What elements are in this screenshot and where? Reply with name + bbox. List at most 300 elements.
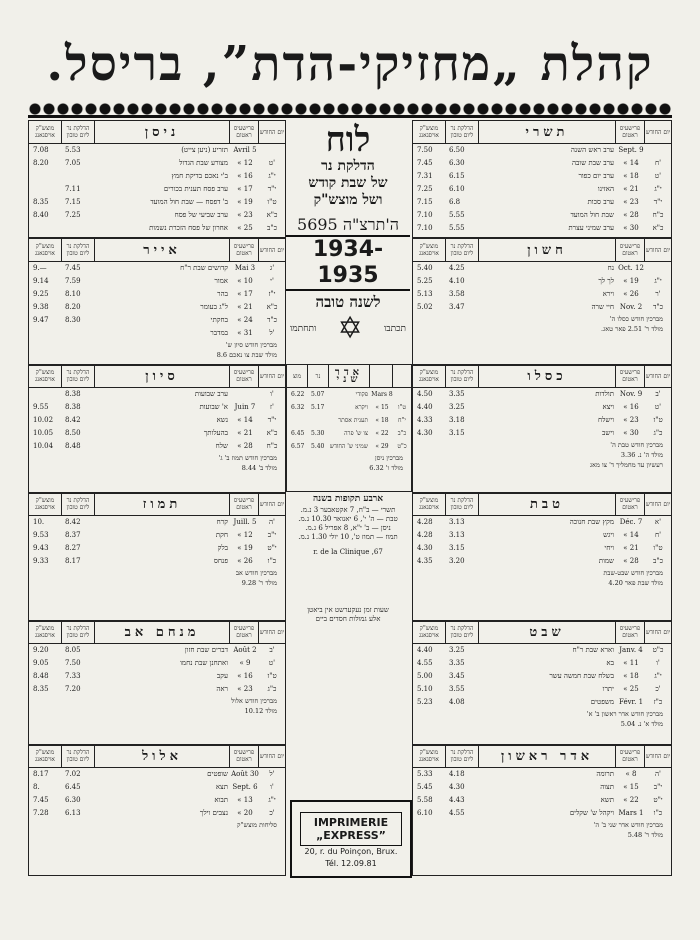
date-he: י"ז: [268, 290, 276, 298]
parsha: ערב פסח תענית בכורים: [163, 185, 228, 193]
end-time: 5.58: [417, 796, 433, 804]
blessing-right: תכתבו: [383, 323, 406, 334]
date-fr: « 9: [239, 659, 251, 667]
candle-time: 5.07: [311, 391, 325, 398]
date-he: ר': [655, 290, 661, 298]
parsha: שופטים: [207, 770, 228, 778]
header-day-fr: פרישעיס ראטום: [229, 745, 258, 767]
date-fr: « 20: [237, 809, 253, 817]
rows: [29, 768, 285, 820]
candle-time: 8.48: [65, 442, 81, 450]
parsha: ערב שבועות: [194, 390, 228, 398]
end-time: 7.28: [33, 809, 49, 817]
candle-time: 8.20: [65, 303, 81, 311]
candle-time: 6.50: [449, 146, 465, 154]
end-time: [29, 183, 61, 196]
date-fr: Janv. 4: [619, 646, 643, 654]
parsha: וארא שבת ר"ח: [572, 646, 614, 654]
date-fr: « 28: [623, 557, 639, 565]
header-candle: הדלקת נר ליום טובון: [445, 239, 478, 261]
month-name: טבת: [478, 493, 615, 515]
date-fr: « 23: [237, 685, 253, 693]
rows: [413, 388, 671, 440]
table-row: [29, 781, 285, 794]
date-fr: Août 30: [231, 770, 259, 778]
rows: [29, 516, 285, 568]
end-time: 10.: [33, 518, 45, 526]
month-name: תמוז: [94, 493, 229, 515]
table-row: [29, 414, 285, 427]
header-candle: הדלקת נר ליום טובון: [445, 365, 478, 387]
candle-time: 7.15: [65, 198, 81, 206]
date-fr: « 22: [375, 430, 389, 437]
parsha: וירא: [602, 290, 614, 298]
end-time: [29, 170, 61, 183]
date-fr: « 18: [375, 417, 389, 424]
table-row: [413, 301, 671, 314]
rows: [413, 516, 671, 568]
candle-time: 3.13: [449, 531, 465, 539]
month-note: מברכין חודש כסלו ה': [609, 315, 663, 323]
luach-heading: לוח: [325, 120, 371, 160]
header-day-fr: פרישעיס ראטום: [615, 621, 644, 643]
table-row: [29, 301, 285, 314]
candle-time: 6.30: [65, 796, 81, 804]
parsha: שמות: [598, 557, 614, 565]
end-time: 5.13: [417, 290, 433, 298]
tekufa-4: תמוז — תמוז ט', 10 יולי 1.30 נ.מ.: [298, 533, 398, 541]
end-time: 4.40: [417, 403, 433, 411]
header-candle: הדלקת נר ליום טובון: [445, 621, 478, 643]
table-row: [413, 683, 671, 696]
month-name: ניסן: [94, 121, 229, 143]
table-row: [29, 196, 285, 209]
header-day-fr: פרישעיס ראטום: [615, 493, 644, 515]
end-time: 9.55: [33, 403, 49, 411]
end-time: 5.10: [417, 685, 433, 693]
date-fr: Sept. 6: [232, 783, 258, 791]
date-he: כ"ז: [653, 698, 663, 706]
date-he: ב': [269, 646, 275, 654]
date-fr: « 8: [625, 770, 637, 778]
header-day-fr: פרישעיס ראטום: [229, 121, 258, 143]
candle-time: 7.02: [65, 770, 81, 778]
column-header: [413, 745, 671, 768]
candle-time: 8.17: [65, 557, 81, 565]
header-day-fr: פרישעיס ראטום: [615, 239, 644, 261]
candle-time: 3.15: [449, 429, 465, 437]
end-time: 8.17: [33, 770, 49, 778]
candle-time: 3.18: [449, 416, 465, 424]
month-name: אדר שני: [328, 365, 369, 387]
parsha: בחקתי: [210, 316, 228, 324]
candle-time: 4.18: [449, 770, 465, 778]
column-header: [413, 493, 671, 516]
date-fr: Juin 7: [234, 403, 256, 411]
candle-time: 8.37: [65, 531, 81, 539]
date-he: [645, 144, 671, 157]
table-row: [413, 794, 671, 807]
date-fr: Sept. 9: [618, 146, 644, 154]
candle-time: 5.55: [449, 224, 465, 232]
parsha: אמור: [214, 277, 228, 285]
end-time: 4.30: [417, 544, 433, 552]
date-he: ו': [656, 659, 660, 667]
date-fr: « 19: [237, 198, 253, 206]
table-row: [29, 670, 285, 683]
end-time: 4.40: [417, 646, 433, 654]
subtitle-1: הדלקת נר: [321, 158, 375, 174]
parsha: שלח: [215, 442, 228, 450]
header-end: מוצש"ק אויסגאנג: [35, 625, 55, 639]
civil-year: 1934-1935: [286, 235, 410, 291]
date-he: ל': [269, 770, 275, 778]
page-title: קהלת „מחזיקי-הדת”, בריסל.: [46, 36, 654, 92]
parsha: במדבר: [210, 329, 228, 337]
end-time: 6.22: [291, 391, 305, 398]
candle-time: 3.55: [449, 685, 465, 693]
parsha: ראה: [216, 685, 228, 693]
candle-time: 5.30: [311, 430, 325, 437]
date-he: כ"ו: [653, 809, 663, 817]
ornament-rule: [28, 115, 672, 118]
table-row: [413, 781, 671, 794]
table-row: [413, 170, 671, 183]
candle-time: 7.50: [65, 659, 81, 667]
rows: [29, 388, 285, 453]
candle-time: 3.45: [449, 672, 465, 680]
month-note: מברכין חודש שבט-שבת: [603, 569, 663, 577]
candle-time: 8.10: [65, 290, 81, 298]
column-header: [29, 621, 285, 644]
parsha: שבת חול המועד: [570, 211, 614, 219]
candle-time: 6.30: [449, 159, 465, 167]
date-he: י"ב: [653, 783, 663, 791]
date-fr: « 17: [237, 185, 253, 193]
table-row: [287, 440, 411, 453]
date-he: כ"א: [266, 211, 278, 219]
table-row: [287, 388, 411, 401]
date-he: י"ג: [654, 185, 662, 193]
candle-time: 7.05: [65, 159, 81, 167]
date-he: כ"א: [266, 303, 278, 311]
date-fr: Juill. 5: [233, 518, 257, 526]
candle-time: 3.35: [449, 659, 465, 667]
parsha: ערב סכות: [587, 198, 614, 206]
parsha: תרומה: [596, 770, 614, 778]
table-row: [413, 529, 671, 542]
date-he: כ"ד: [652, 303, 663, 311]
parsha: בהר: [217, 290, 228, 298]
tekufot-box: [286, 492, 410, 600]
date-fr: « 28: [237, 442, 253, 450]
end-time: 7.45: [417, 159, 433, 167]
candle-time: 5.53: [65, 146, 81, 154]
parsha: ערב שמיני עצרת: [568, 224, 614, 232]
date-fr: Mars 8: [371, 391, 393, 398]
parsha: ערב שביעי של פסח: [174, 211, 228, 219]
date-fr: « 28: [623, 211, 639, 219]
table-row: [413, 516, 671, 529]
month-name: אייר: [94, 239, 229, 261]
end-time: 4.35: [417, 557, 433, 565]
parsha: ויחי: [604, 544, 614, 552]
date-fr: « 16: [237, 172, 253, 180]
header-end: מוצש"ק אויסגאנג: [35, 125, 55, 139]
end-time: 4.30: [417, 429, 433, 437]
parsha: ערב ראש השנה: [570, 146, 614, 154]
date-he: י"ב: [267, 531, 277, 539]
month-box: [28, 620, 286, 746]
month-box: [28, 364, 286, 494]
table-row: [29, 657, 285, 670]
month-name: אלול: [94, 745, 229, 767]
end-time: 8.20: [33, 159, 49, 167]
month-box: [28, 492, 286, 622]
date-fr: Août 2: [233, 646, 257, 654]
date-he: י"ג: [268, 796, 276, 804]
end-time: 4.33: [417, 416, 433, 424]
candle-time: 8.42: [65, 518, 81, 526]
header-day-fr: פרישעיס ראטום: [615, 745, 644, 767]
date-he: ט"ו: [398, 404, 406, 411]
tekufa-3: ניסן — ב' י"א, 8 אפריל 6 נ.מ.: [305, 524, 391, 532]
end-time: 9.25: [33, 290, 49, 298]
date-fr: Nov. 9: [619, 390, 643, 398]
end-time: 7.08: [33, 146, 49, 154]
date-fr: « 14: [623, 531, 639, 539]
date-he: ט"ו: [653, 544, 663, 552]
table-row: [29, 427, 285, 440]
candle-time: 5.55: [449, 211, 465, 219]
parsha: בא: [606, 659, 614, 667]
candle-time: 6.45: [65, 783, 81, 791]
end-time: [29, 222, 61, 235]
date-he: ט': [268, 659, 276, 667]
parsha: תצא: [215, 783, 228, 791]
table-row: [413, 644, 671, 657]
end-time: 7.31: [417, 172, 433, 180]
month-note: מברכין חודש אדר ראשון ב' א': [586, 710, 663, 718]
candle-time: 3.47: [449, 303, 465, 311]
header-end: מוצש"ק אויסגאנג: [419, 749, 439, 763]
end-time: 5.25: [417, 277, 433, 285]
table-row: [413, 696, 671, 709]
table-row: [413, 414, 671, 427]
header-day-fr: פרישעיס ראטום: [229, 493, 258, 515]
end-time: 4.50: [417, 390, 433, 398]
month-box-adar-sheni: מוצ נר אדר שני 6.22 5.07 פקודי Mars 8 6.32 5.17 ויקרא « 15 ט"ו תענית אסתר « 18 י"ח 6.45 5.30 צו ש' פרה « 22 כ"ב 6.57 5.40 שמיני ש' החודש « 29 כ"ט מברכין ניסן מולד ו' 6.32: [286, 364, 412, 492]
column-header: [413, 239, 671, 262]
date-fr: « 26: [623, 290, 639, 298]
table-row: [413, 157, 671, 170]
parsha: נח: [607, 264, 614, 272]
end-time: 4.55: [417, 659, 433, 667]
table-row: [29, 401, 285, 414]
header-day-he: יום החודש: [644, 745, 671, 767]
month-note: מולד ר' 9.28: [241, 579, 277, 587]
end-time: 5.40: [417, 264, 433, 272]
month-note: מולד שבת צו נאכם 8.6: [216, 351, 277, 359]
candle-time: 6.15: [449, 172, 465, 180]
parsha: תצוה: [600, 783, 614, 791]
parsha: תענית אסתר: [338, 417, 368, 424]
parsha: פנחס: [213, 557, 228, 565]
date-fr: « 13: [237, 796, 253, 804]
end-time: 10.02: [33, 416, 54, 424]
end-time: 5.33: [417, 770, 433, 778]
month-name: תשרי: [478, 121, 615, 143]
center-column: [286, 120, 410, 345]
date-he: ל': [269, 329, 275, 337]
date-he: [393, 388, 411, 401]
month-note: מברכין חודש סיון ש': [225, 341, 277, 349]
date-fr: « 22: [623, 796, 639, 804]
date-fr: « 30: [623, 224, 639, 232]
end-time: 8.35: [33, 685, 49, 693]
parsha: מצורע שבת הגדול: [179, 159, 228, 167]
rows: [29, 262, 285, 340]
end-time: 9.—: [33, 264, 47, 272]
date-fr: « 31: [237, 329, 253, 337]
date-fr: « 21: [623, 544, 639, 552]
end-time: 6.57: [291, 443, 305, 450]
end-time: 5.45: [417, 783, 433, 791]
candle-time: 3.15: [449, 544, 465, 552]
end-time: 9.33: [33, 557, 49, 565]
end-time: 6.10: [417, 809, 433, 817]
date-fr: « 12: [237, 531, 253, 539]
table-row: [413, 555, 671, 568]
month-note: מולד ר' 2.51 פאר טאג.: [601, 325, 663, 333]
date-he: כ"ט: [652, 646, 664, 654]
table-row: [413, 262, 671, 275]
parsha: ויקהל ש' שקלים: [569, 809, 614, 817]
end-time: 9.47: [33, 316, 49, 324]
info-2: אלע גמולות חסדים ביים: [315, 615, 381, 623]
header-day-he: יום החודש: [258, 239, 285, 261]
date-he: י"ג: [654, 672, 662, 680]
candle-time: 4.30: [449, 783, 465, 791]
candle-time: 8.38: [65, 390, 81, 398]
table-row: [413, 542, 671, 555]
table-row: [413, 401, 671, 414]
end-time: 5.00: [417, 672, 433, 680]
greeting: לשנה טובה: [315, 293, 381, 311]
date-he: י"ד: [653, 198, 663, 206]
parsha: האזינו: [597, 185, 614, 193]
month-note: מולד 10.12: [244, 707, 277, 715]
date-he: כ"ו: [267, 557, 277, 565]
adar-note-1: מברכין ניסן: [375, 454, 403, 462]
end-time: 4.28: [417, 531, 433, 539]
date-fr: « 21: [623, 185, 639, 193]
header-candle: הדלקת נר ליום טובון: [61, 239, 94, 261]
header-day-he: יום החודש: [258, 745, 285, 767]
end-time: 8.35: [33, 198, 49, 206]
column-header: [29, 121, 285, 144]
parsha: בלק: [217, 544, 228, 552]
date-he: ה': [655, 770, 661, 778]
date-he: כ"א: [266, 429, 278, 437]
end-time: 10.05: [33, 429, 54, 437]
month-name: אדר ראשון: [478, 745, 615, 767]
candle-time: 4.25: [449, 264, 465, 272]
candle-time: 3.25: [449, 646, 465, 654]
date-fr: « 23: [623, 198, 639, 206]
end-time: 8.: [33, 783, 40, 791]
header-end: מוצש"ק אויסגאנג: [419, 369, 439, 383]
table-row: [29, 529, 285, 542]
end-time: 9.38: [33, 303, 49, 311]
hebrew-year: ה'תרצ"ה 5695: [297, 215, 399, 234]
candle-time: 6.13: [65, 809, 81, 817]
candle-time: [61, 327, 93, 340]
end-time: 7.10: [417, 224, 433, 232]
header-end: מוצש"ק אויסגאנג: [35, 497, 55, 511]
subtitle-2: של שבת קודש: [308, 175, 388, 191]
printer-phone: Tél. 12.09.81: [325, 859, 377, 868]
month-box: [412, 238, 672, 366]
month-note: מולד שבת פאר 4.20: [608, 579, 663, 587]
adar-note-2: מולד ו' 6.32: [369, 464, 403, 472]
tekufa-2: טבת — ה' י', 6 יאנואר 10.30 נ.מ.: [298, 515, 398, 523]
address: 67, r. de la Clinique: [313, 548, 383, 556]
parsha: בהעלותך: [203, 429, 228, 437]
month-note: מולד ר' 5.48: [627, 831, 663, 839]
date-he: ח': [654, 159, 662, 167]
date-he: כ"ג: [653, 429, 663, 437]
month-box: [412, 364, 672, 494]
date-he: ו': [270, 783, 274, 791]
header-day-fr: פרישעיס ראטום: [229, 621, 258, 643]
table-row: [29, 683, 285, 696]
tekufot-title: ארבע תקופות בשנה: [312, 494, 383, 504]
date-fr: Oct. 12: [618, 264, 644, 272]
date-he: כ"ב: [397, 430, 407, 437]
month-note: מברכין חודש אלול: [231, 697, 277, 705]
date-fr: « 21: [237, 429, 253, 437]
date-he: כ"ט: [397, 443, 407, 450]
month-box: [412, 120, 672, 238]
column-header: [29, 365, 285, 388]
date-fr: « 19: [623, 277, 639, 285]
parsha: ב'י נאכם בדיקת חמץ: [171, 172, 228, 180]
header-candle: הדלקת נר ליום טובון: [61, 621, 94, 643]
rows: [29, 144, 285, 238]
table-row: [29, 794, 285, 807]
header-day-fr: פרישעיס ראטום: [229, 365, 258, 387]
date-he: כ"ח: [652, 211, 664, 219]
header-day-he: יום החודש: [644, 621, 671, 643]
header-end: מוצש"ק אויסגאנג: [419, 125, 439, 139]
date-he: כ"א: [652, 224, 664, 232]
candle-time: 7.45: [65, 264, 81, 272]
month-note: סליחות מוצש"ק: [237, 821, 277, 829]
column-header: [413, 365, 671, 388]
end-time: 6.45: [291, 430, 305, 437]
date-fr: « 14: [237, 416, 253, 424]
end-time: [29, 327, 61, 340]
date-he: כ"ג: [267, 685, 277, 693]
date-fr: Déc. 7: [619, 518, 643, 526]
candle-time: 4.43: [449, 796, 465, 804]
date-he: כ': [269, 809, 275, 817]
parsha: ויגש: [603, 531, 614, 539]
candle-time: [61, 222, 93, 235]
end-time: 9.05: [33, 659, 49, 667]
table-row: [29, 288, 285, 301]
